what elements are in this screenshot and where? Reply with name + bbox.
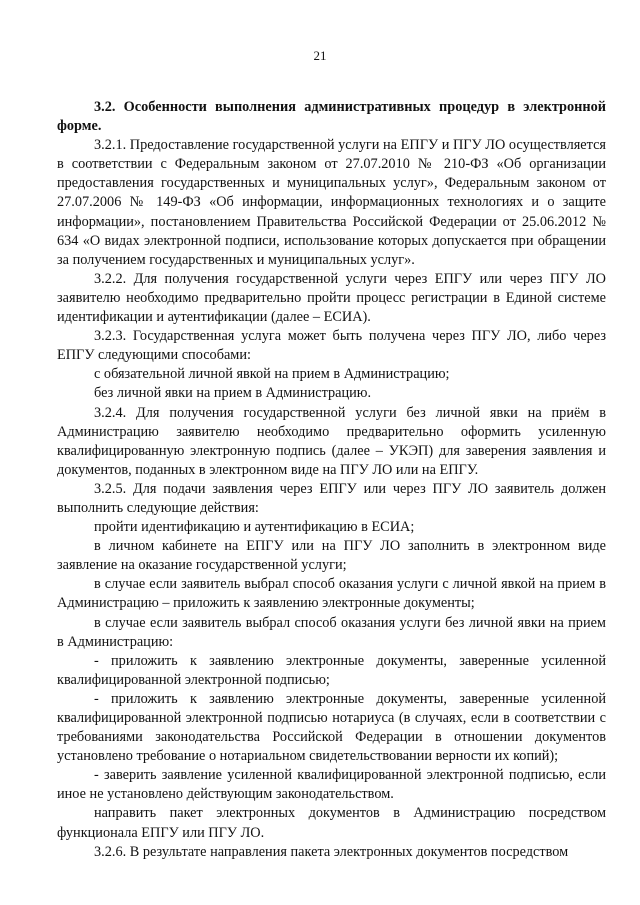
substep-sign-application: - заверить заявление усиленной квалифицированной электронной подписью, если иное не установлено действующим законодательством. [57,767,606,803]
step-fill-application: в личном кабинете на ЕПГУ или на ПГУ ЛО заполнить в электронном виде заявление на оказание государственной услуги; [57,538,606,574]
list-item-with-visit: с обязательной личной явкой на прием в Администрацию; [94,366,450,383]
paragraph-3-2-4: 3.2.4. Для получения государственной услуги без личной явки на приём в Администрацию заявителю необходимо предварительно оформить усиленную квалифицированную электронную подпись (далее – УКЭП) для заверения заявления и документов, поданных в электронном виде на ПГУ ЛО или на ЕПГУ. [57,404,606,478]
paragraph-3-2-6: 3.2.6. В результате направления пакета электронных документов посредством [94,843,569,860]
substep-attach-signed-documents: - приложить к заявлению электронные документы, заверенные усиленной квалифицированной электронной подписью; [57,652,606,688]
paragraph-3-2-3: 3.2.3. Государственная услуга может быть получена через ПГУ ЛО, либо через ЕПГУ следующими способами: [57,328,606,364]
page-number: 21 [313,48,327,63]
step-attach-documents: в случае если заявитель выбрал способ оказания услуги с личной явкой на прием в Администрацию – приложить к заявлению электронные документы; [57,576,606,612]
list-item-without-visit: без личной явки на прием в Администрацию. [94,385,372,402]
substep-attach-notarized-documents: - приложить к заявлению электронные документы, заверенные усиленной квалифицированной электронной подписью нотариуса (в случаях, если в соответствии с требованиями законодательства Российской Федерации в отношении документов установлено требование о нотариальном свидетельствовании верности их копий); [57,690,606,765]
paragraph-3-2-2: 3.2.2. Для получения государственной услуги через ЕПГУ или через ПГУ ЛО заявителю необходимо предварительно пройти процесс регистрации в Единой системе идентификации и аутентификации (далее – ЕСИА). [57,270,606,326]
paragraph-3-2-1: 3.2.1. Предоставление государственной услуги на ЕПГУ и ПГУ ЛО осуществляется в соответствии с Федеральным законом от 27.07.2010 № 210-ФЗ «Об организации предоставления государственных и муниципальных услуг», Федеральным законом от 27.07.2006 № 149-ФЗ «Об информации, информационных технологиях и о защите информации», постановлением Правительства Российской Федерации от 25.06.2012 № 634 «О видах электронной подписи, использование которых допускается при обращении за получением государственных и муниципальных услуг». [57,137,606,268]
step-send-package: направить пакет электронных документов в Администрацию посредством функционала ЕПГУ или ПГУ ЛО. [57,805,606,841]
step-without-visit: в случае если заявитель выбрал способ оказания услуги без личной явки на прием в Администрацию: [57,614,606,650]
section-heading: 3.2. Особенности выполнения административных процедур в электронной форме. [57,99,606,135]
document-body [57,98,606,862]
paragraph-3-2-5: 3.2.5. Для подачи заявления через ЕПГУ или через ПГУ ЛО заявитель должен выполнить следующие действия: [57,480,606,516]
step-identification: пройти идентификацию и аутентификацию в ЕСИА; [94,519,415,536]
